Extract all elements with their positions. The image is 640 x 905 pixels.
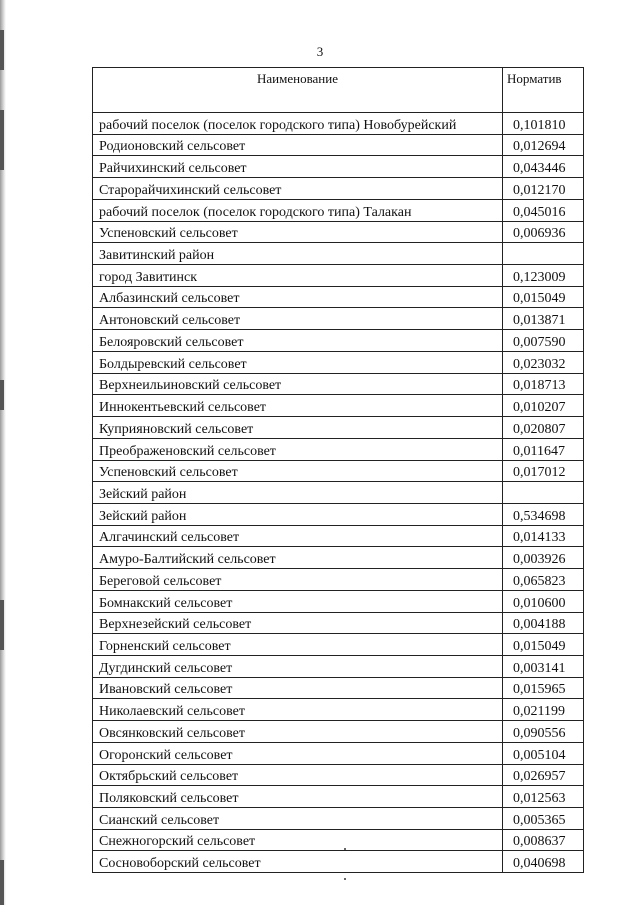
row-value: 0,043446 <box>503 156 584 178</box>
row-name: Октябрьский сельсовет <box>93 764 503 786</box>
table-row <box>93 764 584 786</box>
row-value: 0,015965 <box>503 677 584 699</box>
row-name: Антоновский сельсовет <box>93 308 503 330</box>
row-name: Снежногорский сельсовет <box>93 829 503 851</box>
row-name: Верхнезейский сельсовет <box>93 612 503 634</box>
row-value: 0,007590 <box>503 330 584 352</box>
row-name: Успеновский сельсовет <box>93 460 503 482</box>
row-name: Куприяновский сельсовет <box>93 417 503 439</box>
table-row <box>93 156 584 178</box>
table-row <box>93 851 584 873</box>
row-name: Райчихинский сельсовет <box>93 156 503 178</box>
row-name: Сосновоборский сельсовет <box>93 851 503 873</box>
table-row <box>93 808 584 830</box>
table-row <box>93 677 584 699</box>
row-value: 0,003926 <box>503 547 584 569</box>
row-value: 0,534698 <box>503 503 584 525</box>
table-row <box>93 243 584 265</box>
scan-left-edge <box>0 0 6 905</box>
table-row <box>93 417 584 439</box>
row-name: Родионовский сельсовет <box>93 134 503 156</box>
row-value: 0,123009 <box>503 265 584 287</box>
table-row <box>93 547 584 569</box>
row-name: рабочий поселок (поселок городского типа) Талакан <box>93 199 503 221</box>
row-name: Белояровский сельсовет <box>93 330 503 352</box>
table-row <box>93 199 584 221</box>
row-name: Преображеновский сельсовет <box>93 438 503 460</box>
row-value: 0,018713 <box>503 373 584 395</box>
table-body <box>93 113 584 873</box>
row-value <box>503 243 584 265</box>
table-row <box>93 634 584 656</box>
row-name: Дугдинский сельсовет <box>93 655 503 677</box>
row-value: 0,012563 <box>503 786 584 808</box>
row-value: 0,040698 <box>503 851 584 873</box>
page-number: 3 <box>316 44 324 59</box>
table-row <box>93 612 584 634</box>
table-row <box>93 351 584 373</box>
table-row <box>93 829 584 851</box>
table-row <box>93 460 584 482</box>
row-value: 0,010600 <box>503 590 584 612</box>
table-row <box>93 569 584 591</box>
row-name: Сианский сельсовет <box>93 808 503 830</box>
row-value <box>503 482 584 504</box>
row-name: Болдыревский сельсовет <box>93 351 503 373</box>
table-row <box>93 721 584 743</box>
norms-table <box>92 67 584 873</box>
table-row <box>93 699 584 721</box>
row-name: Поляковский сельсовет <box>93 786 503 808</box>
row-name: Горненский сельсовет <box>93 634 503 656</box>
row-name: рабочий поселок (поселок городского типа) Новобурейский <box>93 113 503 135</box>
row-value: 0,020807 <box>503 417 584 439</box>
row-value: 0,021199 <box>503 699 584 721</box>
header-name: Наименование <box>93 68 503 113</box>
table-row <box>93 113 584 135</box>
row-value: 0,065823 <box>503 569 584 591</box>
row-name: город Завитинск <box>93 265 503 287</box>
table-row <box>93 742 584 764</box>
table-row <box>93 655 584 677</box>
row-value: 0,045016 <box>503 199 584 221</box>
table-row <box>93 525 584 547</box>
table-row <box>93 503 584 525</box>
row-value: 0,101810 <box>503 113 584 135</box>
row-name: Алгачинский сельсовет <box>93 525 503 547</box>
row-name: Старорайчихинский сельсовет <box>93 178 503 200</box>
table-row <box>93 786 584 808</box>
table-row <box>93 265 584 287</box>
row-value: 0,004188 <box>503 612 584 634</box>
row-value: 0,008637 <box>503 829 584 851</box>
table-row <box>93 286 584 308</box>
row-name: Зейский район <box>93 482 503 504</box>
row-value: 0,012170 <box>503 178 584 200</box>
row-value: 0,015049 <box>503 634 584 656</box>
row-value: 0,014133 <box>503 525 584 547</box>
table-row <box>93 590 584 612</box>
row-name: Огоронский сельсовет <box>93 742 503 764</box>
scan-speck <box>344 848 346 850</box>
row-name: Зейский район <box>93 503 503 525</box>
row-value: 0,026957 <box>503 764 584 786</box>
table-row <box>93 134 584 156</box>
row-name: Успеновский сельсовет <box>93 221 503 243</box>
row-value: 0,090556 <box>503 721 584 743</box>
row-value: 0,006936 <box>503 221 584 243</box>
table-row <box>93 395 584 417</box>
row-name: Верхнеильиновский сельсовет <box>93 373 503 395</box>
row-value: 0,005104 <box>503 742 584 764</box>
row-value: 0,005365 <box>503 808 584 830</box>
scan-speck <box>344 878 346 880</box>
table-row <box>93 178 584 200</box>
row-value: 0,010207 <box>503 395 584 417</box>
row-value: 0,015049 <box>503 286 584 308</box>
row-name: Николаевский сельсовет <box>93 699 503 721</box>
table-row <box>93 438 584 460</box>
table-row <box>93 308 584 330</box>
row-name: Ивановский сельсовет <box>93 677 503 699</box>
table-row <box>93 373 584 395</box>
row-value: 0,023032 <box>503 351 584 373</box>
row-name: Береговой сельсовет <box>93 569 503 591</box>
row-name: Албазинский сельсовет <box>93 286 503 308</box>
row-value: 0,012694 <box>503 134 584 156</box>
row-value: 0,003141 <box>503 655 584 677</box>
row-name: Овсянковский сельсовет <box>93 721 503 743</box>
row-value: 0,011647 <box>503 438 584 460</box>
table-header-row <box>93 68 584 113</box>
header-value: Норматив <box>503 68 584 113</box>
table-row <box>93 330 584 352</box>
table-row <box>93 482 584 504</box>
table-row <box>93 221 584 243</box>
row-name: Иннокентьевский сельсовет <box>93 395 503 417</box>
row-name: Бомнакский сельсовет <box>93 590 503 612</box>
row-name: Завитинский район <box>93 243 503 265</box>
row-value: 0,013871 <box>503 308 584 330</box>
row-name: Амуро-Балтийский сельсовет <box>93 547 503 569</box>
row-value: 0,017012 <box>503 460 584 482</box>
